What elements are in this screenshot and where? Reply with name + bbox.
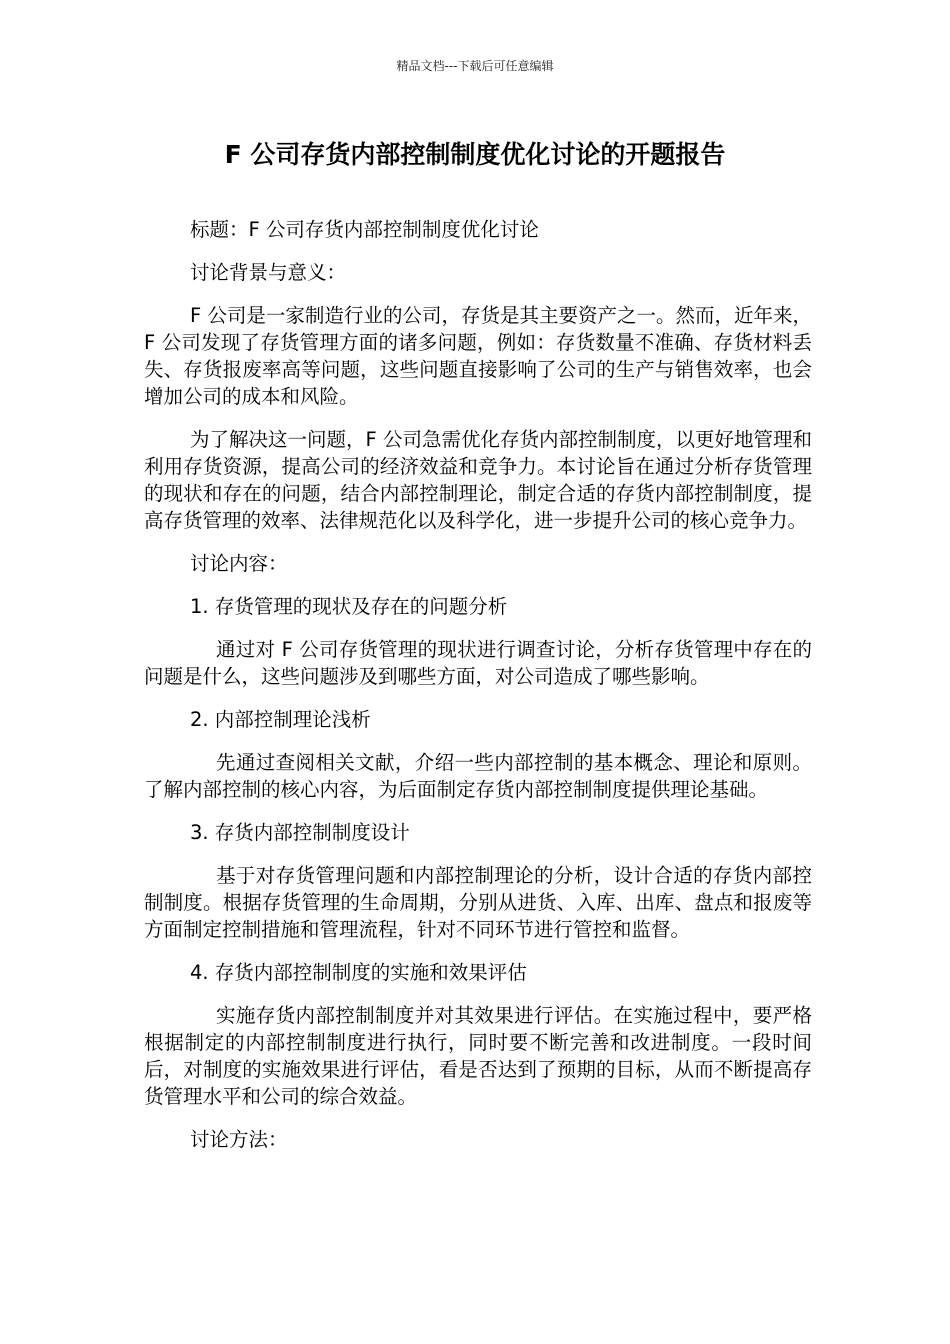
page-header-note: 精品文档---下载后可任意编辑 [396, 59, 554, 73]
list-item-body-3: 基于对存货管理问题和内部控制理论的分析，设计合适的存货内部控制制度。根据存货管理的生命周期，分别从进货、入库、出库、盘点和报废等方面制定控制措施和管理流程，针对不同环节进行管控和监督。 [144, 864, 812, 941]
paragraph-background-2: 为了解决这一问题，F 公司急需优化存货内部控制制度，以更好地管理和利用存货资源，提高公司的经济效益和竞争力。本讨论旨在通过分析存货管理的现状和存在的问题，结合内部控制理论，制定合适的存货内部控制制度，提高存货管理的效率、法律规范化以及科学化，进一步提升公司的核心竞争力。 [144, 428, 812, 532]
list-item-heading-3: 3. 存货内部控制制度设计 [190, 821, 410, 844]
list-item-heading-2: 2. 内部控制理论浅析 [190, 708, 371, 731]
document-title: F 公司存货内部控制制度优化讨论的开题报告 [224, 140, 726, 169]
subject-line: 标题：F 公司存货内部控制制度优化讨论 [190, 218, 539, 241]
list-item-heading-1: 1. 存货管理的现状及存在的问题分析 [190, 595, 508, 618]
list-item-body-1: 通过对 F 公司存货管理的现状进行调查讨论，分析存货管理中存在的问题是什么，这些问题涉及到哪些方面，对公司造成了哪些影响。 [144, 638, 812, 688]
list-item-body-4: 实施存货内部控制制度并对其效果进行评估。在实施过程中，要严格根据制定的内部控制制度进行执行，同时要不断完善和改进制度。一段时间后，对制度的实施效果进行评估，看是否达到了预期的目标，从而不断提高存货管理水平和公司的综合效益。 [144, 1004, 812, 1108]
section-heading-methods: 讨论方法： [190, 1128, 288, 1151]
document-body [144, 216, 812, 1169]
section-heading-background: 讨论背景与意义： [190, 261, 347, 284]
list-item-heading-4: 4. 存货内部控制制度的实施和效果评估 [190, 961, 527, 984]
list-item-body-2: 先通过查阅相关文献，介绍一些内部控制的基本概念、理论和原则。了解内部控制的核心内容，为后面制定存货内部控制制度提供理论基础。 [144, 751, 812, 801]
paragraph-background-1: F 公司是一家制造行业的公司，存货是其主要资产之一。然而，近年来，F 公司发现了存货管理方面的诸多问题，例如：存货数量不准确、存货材料丢失、存货报废率高等问题，这些问题直接影响了公司的生产与销售效率，也会增加公司的成本和风险。 [144, 304, 812, 408]
section-heading-content: 讨论内容： [190, 552, 288, 575]
